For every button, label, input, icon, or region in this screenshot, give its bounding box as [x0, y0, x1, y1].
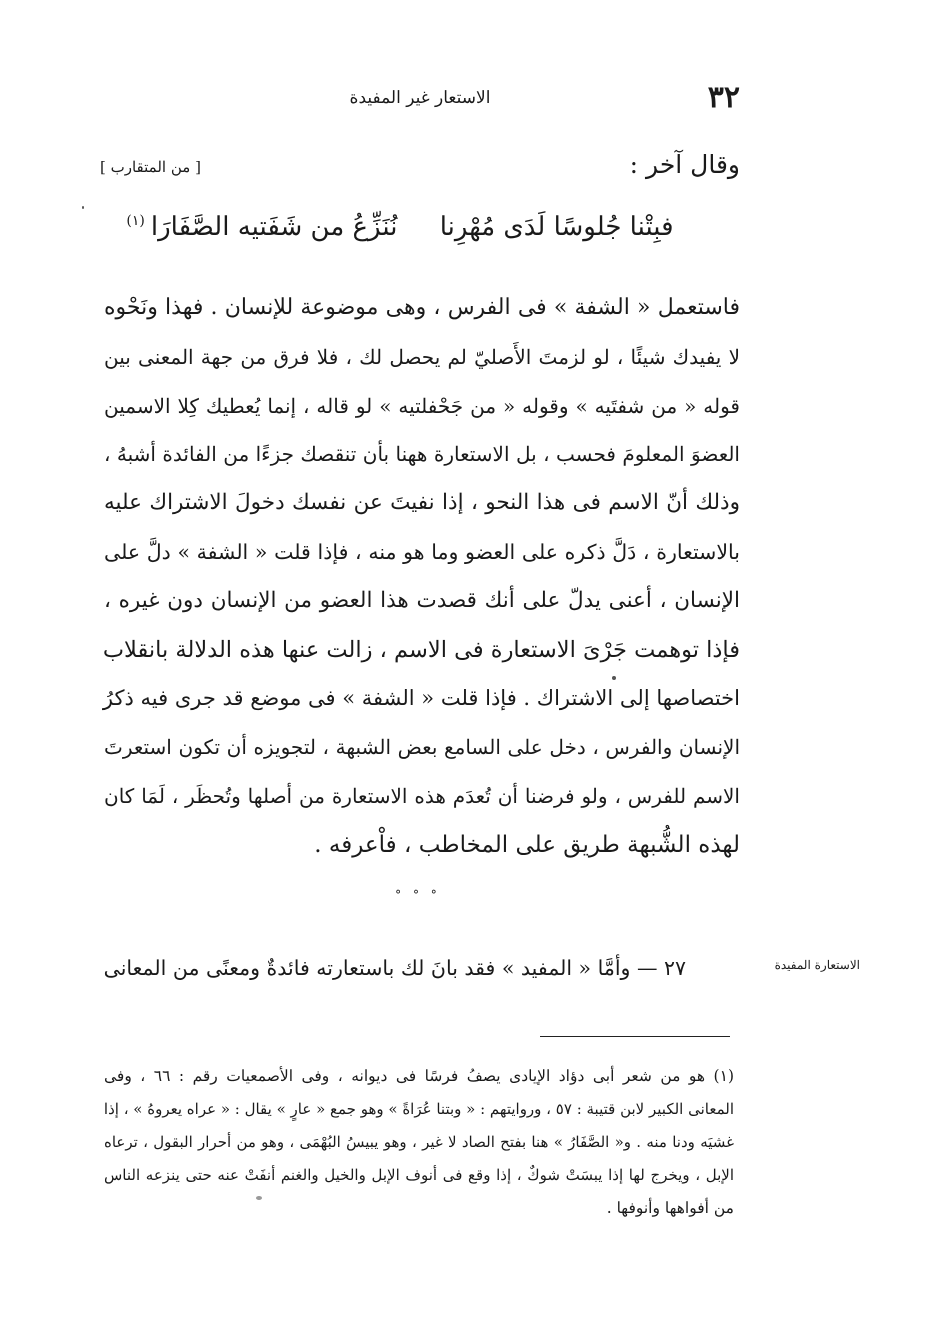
body-line: قوله « من شفتَيه » وقوله « من جَحْفلتيه » لو قاله ، إنما يُعطيك كِلا الاسمين [104, 393, 740, 418]
body-line: اختصاصها إلى الاشتراك . فإذا قلت « الشفة » فى موضع قد جرى فيه ذكرُ [102, 686, 740, 711]
section-separator: ° ° ° [395, 888, 441, 902]
verse-second-hemistich-text: نُنَزِّعُ من شَفَتيه الصَّفَارَا [150, 212, 398, 242]
body-line: فإذا توهمت جَرْىَ الاستعارة فى الاسم ، زالت عنها هذه الدلالة بانقلاب [102, 636, 740, 663]
footnote-divider [540, 1036, 730, 1037]
body-line: فاستعمل « الشفة » فى الفرس ، وهى موضوعة للإنسان . فهذا ونَحْوه [104, 295, 740, 320]
footnote-line: غشيَه ودنا منه . و« الصَّفَارُ » هنا بفتح الصاد لا غير ، وهو يبيسُ البُهْمَى ، وهو من أحرار البقول ، ترعاه [104, 1133, 734, 1151]
footnote-line: المعانى الكبير لابن قتيبة : ٥٧ ، وروايتهم : « وبتنا عُرَاةً » وهو جمع « عارٍ » يقال : « عراه يعروهُ » ، إذا [103, 1100, 734, 1118]
verse-introduction [100, 150, 740, 190]
section-heading-line: ٢٧ — وأمَّا « المفيد » فقد بانَ لك باستعارته فائدةٌ ومعنًى من المعانى [103, 956, 686, 980]
footnote-line: (١) هو من شعر أبى دؤاد الإيادى يصفُ فرسًا فى ديوانه ، وفى الأصمعيات رقم : ٦٦ ، وفى [104, 1067, 734, 1085]
verse-intro-label: وقال آخر : [629, 150, 740, 179]
page-header [100, 80, 740, 120]
footnote-line: من أفواهها وأنوفها . [606, 1199, 734, 1217]
scan-speck [256, 1196, 262, 1200]
body-line: لا يفيدك شيئًا ، لو لزمتَ الأَصليّ لم يحصل لك ، فلا فرق من جهة المعنى بين [104, 344, 740, 369]
body-line: الإنسان والفرس ، دخل على السامع بعض الشبهة ، لتجويزه أن تكون استعرتَ [104, 735, 740, 760]
body-line: الإنسان ، أعنى يدلّ على أنك قصدت هذا العضو من الإنسان دون غيره ، [104, 587, 740, 613]
footnotes [104, 1060, 734, 1225]
body-line: العضوَ المعلومَ فحسب ، بل الاستعارة ههنا بأن تنقصك جزءًا من الفائدة أشبهُ ، [104, 442, 740, 467]
body-paragraph [104, 284, 740, 870]
scan-speck [82, 206, 84, 209]
body-line: لهذه الشُّبهة طريق على المخاطب ، فاْعرفه . [314, 831, 740, 858]
page-number: ٣٢ [707, 80, 740, 115]
verse-second-hemistich [126, 212, 397, 242]
verse-first-hemistich: فبِتْنا جُلوسًا لَدَى مُهْرِنا [439, 212, 674, 242]
running-title: الاستعار غير المفيدة [349, 88, 491, 108]
body-line: بالاستعارة ، دَلَّ ذكره على العضو وما هو منه ، فإذا قلت « الشفة » دلَّ على [104, 539, 740, 564]
poem-verse [120, 212, 680, 242]
footnote-reference: (١) [126, 213, 145, 230]
scan-speck [612, 676, 616, 680]
poetic-meter-note: [ من المتقارب ] [100, 158, 201, 176]
footnote-line: الإبل ، ويخرج لها إذا يبسَتْ شوكٌ ، إذا وقع فى أنوف الإبل والخيل والغنم أنفَتْ عنه حتى ينزعه الناس [104, 1166, 734, 1184]
body-line: الاسم للفرس ، ولو فرضنا أن تُعدَم هذه الاستعارة من أصلها وتُحظَر ، لَمَا كان [104, 783, 740, 808]
body-line: وذلك أنّ الاسم فى هذا النحو ، إذا نفيتَ عن نفسك دخولَ الاشتراك عليه [104, 490, 740, 516]
margin-note: الاستعارة المفيدة [774, 958, 860, 972]
